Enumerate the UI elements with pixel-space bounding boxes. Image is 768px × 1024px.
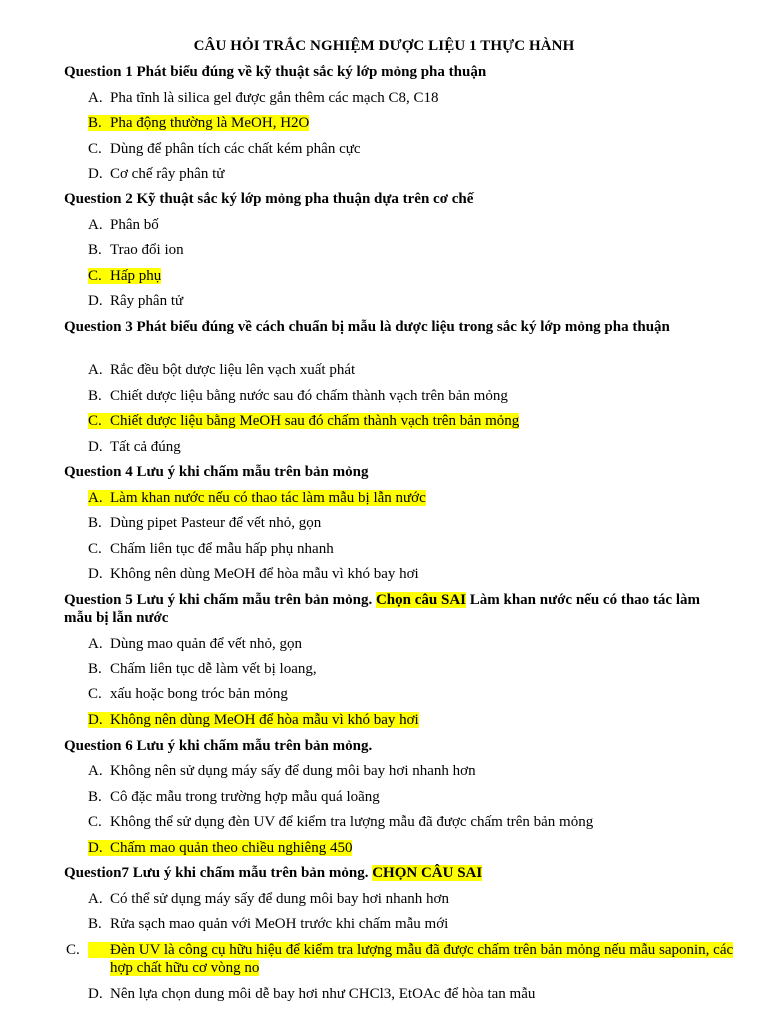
q2-option-a: A. Phân bố (88, 217, 159, 233)
question-2-label: Question 2 Kỹ thuật sắc ký lớp mỏng pha thuận dựa trên cơ chế (64, 191, 474, 207)
choose-false-marker: Chọn câu SAI (375, 592, 466, 608)
q5-option-c: C. xấu hoặc bong tróc bản mỏng (88, 686, 288, 702)
q6-option-a: A. Không nên sử dụng máy sấy để dung môi bay hơi nhanh hơn (88, 763, 476, 779)
q7-option-b: B. Rửa sạch mao quản với MeOH trước khi chấm mẫu mới (88, 916, 449, 932)
q6-option-d: D. Chấm mao quản theo chiều nghiêng 450 (88, 840, 353, 856)
q3-option-a: A. Rắc đều bột dược liệu lên vạch xuất phát (88, 362, 356, 378)
question-1-label: Question 1 Phát biểu đúng về kỹ thuật sắc ký lớp mỏng pha thuận (64, 64, 487, 80)
q4-option-a: A. Làm khan nước nếu có thao tác làm mẫu bị lẫn nước (88, 490, 426, 506)
q5-option-d: D. Không nên dùng MeOH để hòa mẫu vì khó bay hơi (88, 712, 419, 728)
q1-option-b: B. Pha động thường là MeOH, H2O (88, 115, 310, 131)
q6-option-b: B. Cô đặc mẫu trong trường hợp mẫu quá loãng (88, 789, 380, 805)
q3-option-b: B. Chiết dược liệu bằng nước sau đó chấm thành vạch trên bản mỏng (88, 388, 508, 404)
document-title: CÂU HỎI TRẮC NGHIỆM DƯỢC LIỆU 1 THỰC HÀNH (193, 38, 575, 54)
q2-option-b: B. Trao đổi ion (88, 242, 184, 258)
q7-option-a: A. Có thể sử dụng máy sấy để dung môi bay hơi nhanh hơn (88, 891, 449, 907)
q3-option-c: C. Chiết dược liệu bằng MeOH sau đó chấm thành vạch trên bản mỏng (88, 413, 520, 429)
q1-option-d: D. Cơ chế rây phân tử (88, 166, 225, 182)
q6-option-c: C. Không thể sử dụng đèn UV để kiểm tra lượng mẫu đã được chấm trên bản mỏng (88, 814, 594, 830)
q1-option-c: C. Dùng để phân tích các chất kém phân cực (88, 141, 361, 157)
q4-option-d: D. Không nên dùng MeOH để hòa mẫu vì khó bay hơi (88, 566, 419, 582)
q5-option-b: B. Chấm liên tục dễ làm vết bị loang, (88, 661, 317, 677)
question-5-label: Question 5 Lưu ý khi chấm mẫu trên bản mỏng. Chọn câu SAI Làm khan nước nếu có thao tác làm mẫu bị lẫn nước (64, 592, 700, 626)
q7-option-c: C. Đèn UV là công cụ hữu hiệu để kiểm tra lượng mẫu đã được chấm trên bản mỏng nếu mẫu saponin, các hợp chất hữu cơ vòng no (66, 942, 734, 976)
q3-option-d: D. Tất cả đúng (88, 439, 181, 455)
q2-option-c: C. Hấp phụ (88, 268, 162, 284)
q1-option-a: A. Pha tĩnh là silica gel được gắn thêm các mạch C8, C18 (88, 90, 439, 106)
question-7-label: Question7 Lưu ý khi chấm mẫu trên bản mỏng. CHỌN CÂU SAI (64, 865, 483, 881)
q5-option-a: A. Dùng mao quản để vết nhỏ, gọn (88, 636, 303, 652)
question-6-label: Question 6 Lưu ý khi chấm mẫu trên bản mỏng. (64, 738, 373, 754)
choose-false-marker: CHỌN CÂU SAI (372, 865, 483, 881)
q2-option-d: D. Rây phân tử (88, 293, 184, 309)
q4-option-b: B. Dùng pipet Pasteur để vết nhỏ, gọn (88, 515, 322, 531)
q4-option-c: C. Chấm liên tục để mẫu hấp phụ nhanh (88, 541, 334, 557)
question-3-label: Question 3 Phát biểu đúng về cách chuẩn bị mẫu là dược liệu trong sắc ký lớp mỏng pha thuận (64, 319, 670, 335)
question-4-label: Question 4 Lưu ý khi chấm mẫu trên bản mỏng (64, 464, 369, 480)
q7-option-d: D. Nên lựa chọn dung môi dễ bay hơi như CHCl3, EtOAc để hòa tan mẫu (88, 986, 536, 1002)
